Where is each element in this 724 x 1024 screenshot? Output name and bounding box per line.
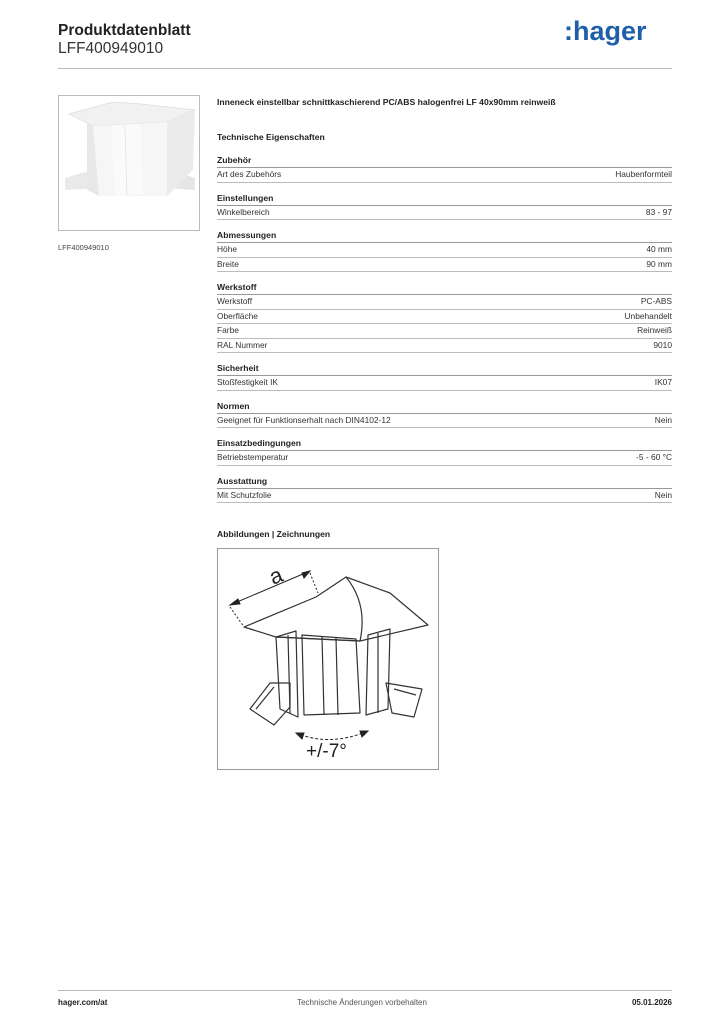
page-title: Produktdatenblatt bbox=[58, 22, 191, 39]
drawing-svg bbox=[218, 549, 438, 769]
property-value: Unbehandelt bbox=[624, 310, 672, 321]
property-row bbox=[217, 376, 672, 391]
group-title: Zubehör bbox=[217, 155, 672, 168]
property-row bbox=[217, 168, 672, 183]
property-row bbox=[217, 339, 672, 354]
property-row bbox=[217, 206, 672, 221]
group-zubehoer bbox=[217, 155, 672, 183]
footer-divider bbox=[58, 990, 672, 991]
property-row bbox=[217, 243, 672, 258]
property-label: Breite bbox=[217, 258, 239, 269]
hager-logo bbox=[564, 13, 658, 49]
header-divider bbox=[58, 68, 672, 69]
property-label: Mit Schutzfolie bbox=[217, 489, 272, 500]
product-title: Inneneck einstellbar schnittkaschierend PC/ABS halogenfrei LF 40x90mm reinweiß bbox=[217, 97, 556, 107]
property-value: 83 - 97 bbox=[645, 206, 672, 217]
product-thumbnail bbox=[58, 95, 200, 231]
property-label: Winkelbereich bbox=[217, 206, 270, 217]
property-row bbox=[217, 324, 672, 339]
footer-notice: Technische Änderungen vorbehalten bbox=[297, 998, 427, 1007]
technical-drawing bbox=[217, 548, 439, 770]
group-title: Abmessungen bbox=[217, 230, 672, 243]
group-normen bbox=[217, 401, 672, 429]
property-label: Betriebstemperatur bbox=[217, 452, 289, 462]
property-label: Geeignet für Funktionserhalt nach DIN4102-12 bbox=[217, 414, 391, 425]
logo-text: :hager bbox=[564, 16, 647, 46]
angle-label: +/-7° bbox=[306, 741, 347, 762]
property-value: Reinweiß bbox=[637, 325, 672, 335]
property-value: Nein bbox=[654, 489, 672, 500]
property-value: 40 mm bbox=[646, 244, 672, 254]
property-value: Haubenformteil bbox=[615, 169, 672, 179]
property-row bbox=[217, 489, 672, 504]
property-label: Stoßfestigkeit IK bbox=[217, 377, 278, 387]
footer-date: 05.01.2026 bbox=[631, 998, 672, 1007]
group-werkstoff bbox=[217, 282, 672, 353]
group-title: Einstellungen bbox=[217, 193, 672, 206]
group-title: Einsatzbedingungen bbox=[217, 438, 672, 451]
property-label: Art des Zubehörs bbox=[217, 169, 282, 179]
property-row bbox=[217, 258, 672, 273]
property-row bbox=[217, 451, 672, 466]
property-value: 90 mm bbox=[646, 258, 672, 269]
property-value: PC-ABS bbox=[640, 296, 672, 306]
property-row bbox=[217, 295, 672, 310]
property-label: Farbe bbox=[217, 325, 239, 335]
footer-website[interactable]: hager.com/at bbox=[58, 998, 108, 1007]
properties-list bbox=[217, 155, 672, 503]
property-label: Höhe bbox=[217, 244, 238, 254]
dimension-label: a bbox=[265, 561, 287, 590]
group-title: Sicherheit bbox=[217, 363, 672, 376]
property-value: -5 - 60 °C bbox=[636, 452, 672, 462]
thumbnail-caption: LFF400949010 bbox=[58, 243, 109, 252]
group-sicherheit bbox=[217, 363, 672, 391]
group-abmessungen bbox=[217, 230, 672, 272]
drawings-heading: Abbildungen | Zeichnungen bbox=[217, 529, 331, 539]
product-image bbox=[59, 96, 199, 230]
group-title: Werkstoff bbox=[217, 282, 672, 295]
group-einsatzbedingungen bbox=[217, 438, 672, 466]
group-einstellungen bbox=[217, 193, 672, 221]
group-title: Normen bbox=[217, 401, 672, 414]
content-column bbox=[217, 96, 672, 770]
property-label: Oberfläche bbox=[217, 310, 258, 321]
property-row bbox=[217, 414, 672, 429]
product-code: LFF400949010 bbox=[58, 40, 164, 57]
group-title: Ausstattung bbox=[217, 476, 672, 489]
property-label: RAL Nummer bbox=[217, 339, 268, 350]
property-row bbox=[217, 310, 672, 325]
property-value: Nein bbox=[654, 414, 672, 425]
group-ausstattung bbox=[217, 476, 672, 504]
section-heading: Technische Eigenschaften bbox=[217, 132, 325, 142]
property-value: 9010 bbox=[653, 339, 672, 350]
property-value: IK07 bbox=[654, 377, 672, 387]
property-label: Werkstoff bbox=[217, 296, 253, 306]
